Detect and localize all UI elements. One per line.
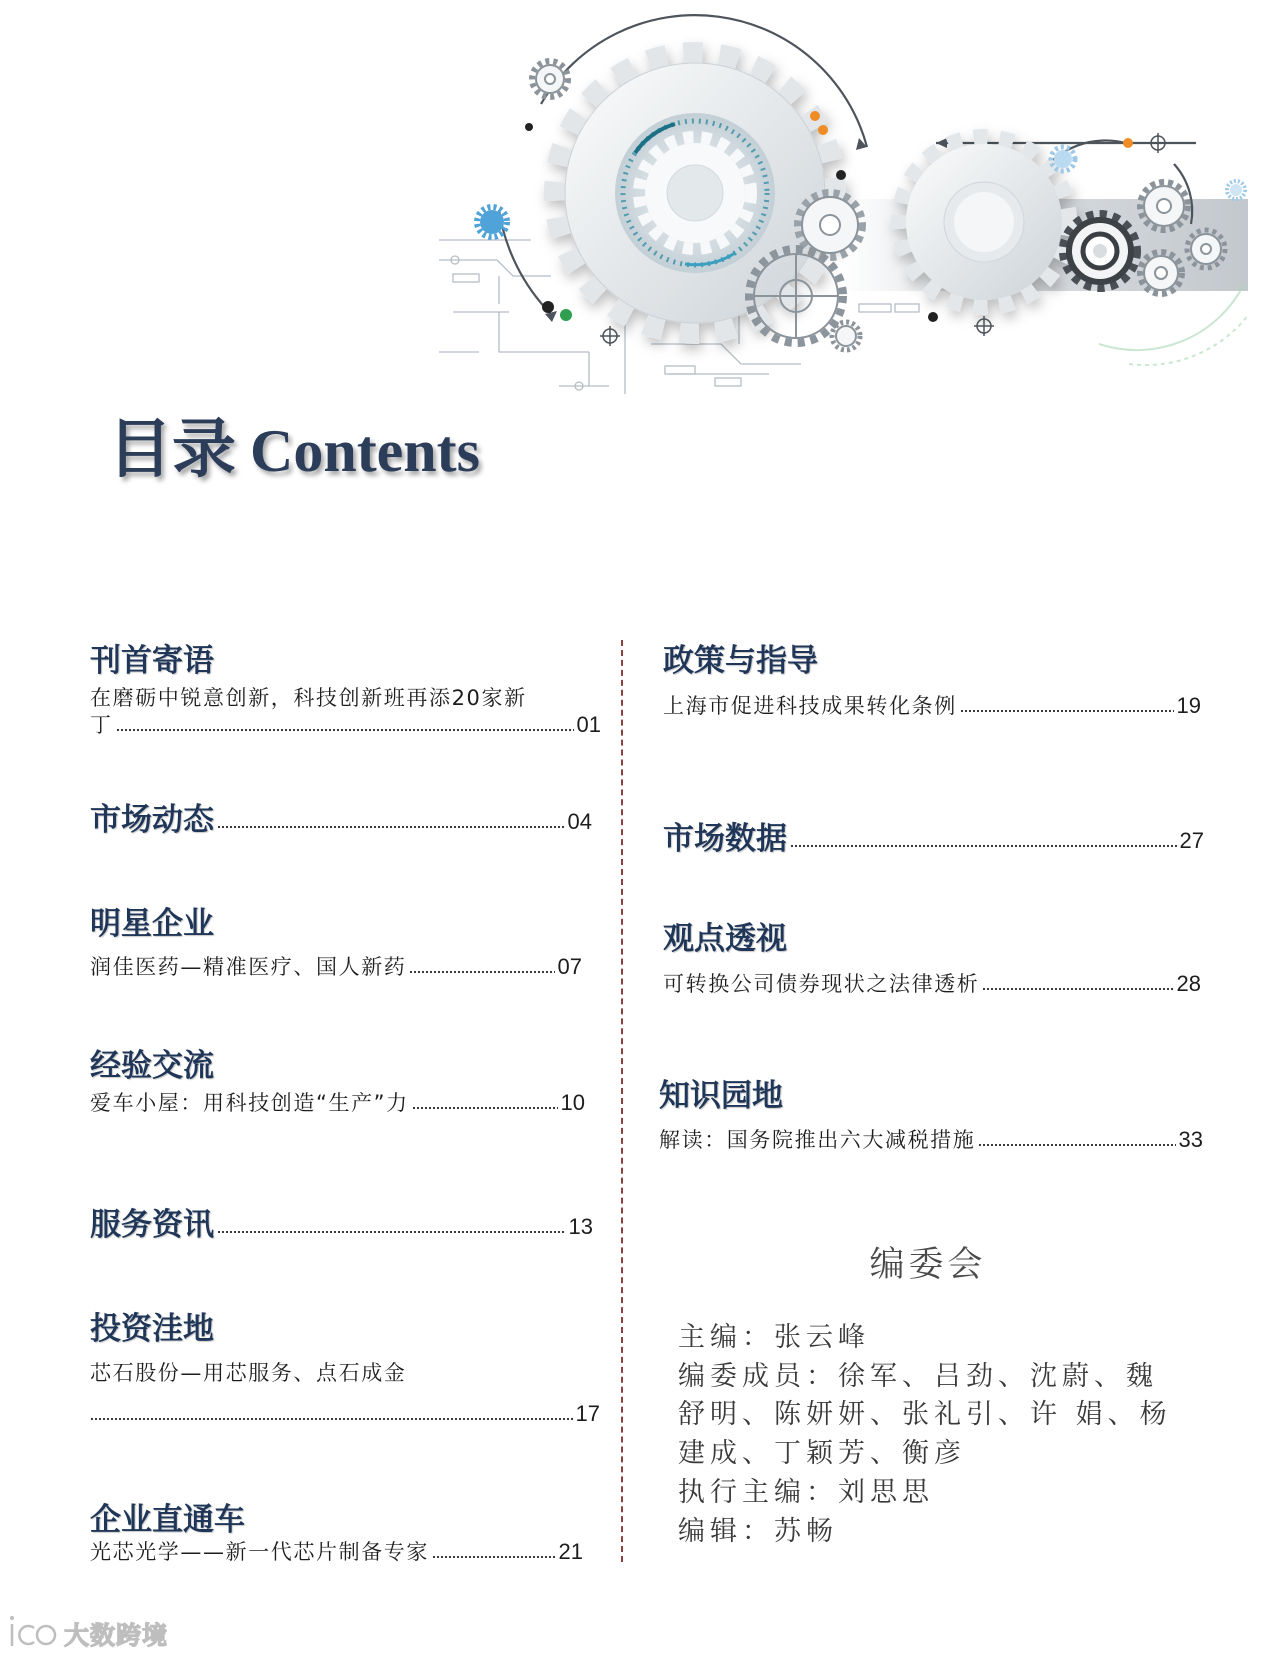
toc-entry-row xyxy=(90,802,592,838)
dot-leader xyxy=(412,1106,558,1110)
article-title: 上海市促进科技成果转化条例 xyxy=(663,694,957,718)
page-number: 13 xyxy=(568,1214,593,1239)
article-title: 芯石股份—用芯服务、点石成金 xyxy=(90,1361,407,1385)
page-number: 04 xyxy=(567,809,592,834)
section-heading: 企业直通车 xyxy=(90,1502,245,1538)
toc-entry-row xyxy=(663,821,1204,857)
watermark xyxy=(6,1614,168,1654)
dot-leader xyxy=(217,1230,566,1234)
article-title: 爱车小屋：用科技创造“生产”力 xyxy=(90,1091,409,1115)
small-blue-gear-icon xyxy=(1227,181,1245,199)
toc-entry-row xyxy=(90,712,601,738)
editorial-board-line: 建成、丁颖芳、衡彦 xyxy=(678,1438,966,1469)
dot-leader xyxy=(116,728,574,732)
faint-arcs xyxy=(1099,284,1249,365)
toc-entry-row xyxy=(659,1127,1203,1153)
toc-entry-row xyxy=(663,971,1201,997)
dot-leader xyxy=(217,825,565,829)
article-title: 可转换公司债券现状之法律透析 xyxy=(663,972,980,996)
blue-gear-icon xyxy=(477,207,507,237)
toc-entry-row xyxy=(90,1539,583,1565)
large-gear-icon xyxy=(555,53,835,333)
dot-leader xyxy=(978,1143,1175,1147)
title-english: Contents xyxy=(250,418,481,484)
page-number: 07 xyxy=(557,954,582,979)
page-number: 33 xyxy=(1178,1127,1203,1152)
section-heading: 投资洼地 xyxy=(90,1311,214,1347)
section-heading: 观点透视 xyxy=(663,921,787,957)
page-title xyxy=(108,408,480,493)
column-divider xyxy=(621,640,623,1562)
section-heading: 服务资讯 xyxy=(90,1207,214,1243)
section-heading: 经验交流 xyxy=(90,1048,214,1084)
watermark-logo-icon xyxy=(6,1614,58,1654)
gears-circuit-illustration xyxy=(439,14,1251,396)
watermark-text: 大数跨境 xyxy=(64,1621,169,1650)
editorial-board-line: 执行主编：刘思思 xyxy=(678,1477,934,1508)
page-number: 28 xyxy=(1176,971,1201,996)
page-number: 19 xyxy=(1176,693,1201,718)
page-number: 01 xyxy=(576,712,601,737)
section-heading: 刊首寄语 xyxy=(90,643,214,679)
article-title-continued: 丁 xyxy=(90,713,113,737)
toc-entry-row xyxy=(90,1207,593,1243)
section-heading: 知识园地 xyxy=(659,1078,783,1114)
editorial-board-title: 编委会 xyxy=(869,1245,987,1285)
article-title: 润佳医药—精准医疗、国人新药 xyxy=(90,955,407,979)
article-title: 解读：国务院推出六大减税措施 xyxy=(659,1128,976,1152)
toc-entry-row xyxy=(90,954,582,980)
editorial-board-line: 编委成员：徐军、吕劲、沈蔚、魏 xyxy=(678,1361,1158,1392)
dot-leader xyxy=(409,970,554,974)
arrow-left-icon xyxy=(936,138,947,148)
section-heading: 市场动态 xyxy=(90,802,214,838)
section-heading: 明星企业 xyxy=(90,906,214,942)
article-title: 光芯光学——新一代芯片制备专家 xyxy=(90,1540,429,1564)
toc-entry-row xyxy=(663,693,1201,719)
dot-leader xyxy=(960,709,1174,713)
editorial-board-line: 舒明、陈妍妍、张礼引、许 娟、杨 xyxy=(678,1399,1172,1430)
page-number: 17 xyxy=(575,1401,600,1426)
toc-entry-row xyxy=(90,1090,585,1116)
toc-entry-row xyxy=(90,1401,600,1427)
dot-leader xyxy=(90,1417,573,1421)
title-chinese: 目录 xyxy=(108,413,236,487)
dot-leader xyxy=(790,844,1177,848)
page-number: 10 xyxy=(560,1090,585,1115)
page-number: 21 xyxy=(558,1539,583,1564)
section-heading: 市场数据 xyxy=(663,821,787,857)
editorial-board-line: 编辑：苏畅 xyxy=(678,1516,838,1547)
article-title: 在磨砺中锐意创新，科技创新班再添20家新 xyxy=(90,686,527,710)
page-number: 27 xyxy=(1179,828,1204,853)
dot-leader xyxy=(432,1555,556,1559)
section-heading: 政策与指导 xyxy=(663,643,818,679)
dot-leader xyxy=(982,987,1173,991)
editorial-board-line: 主编：张云峰 xyxy=(678,1322,870,1353)
